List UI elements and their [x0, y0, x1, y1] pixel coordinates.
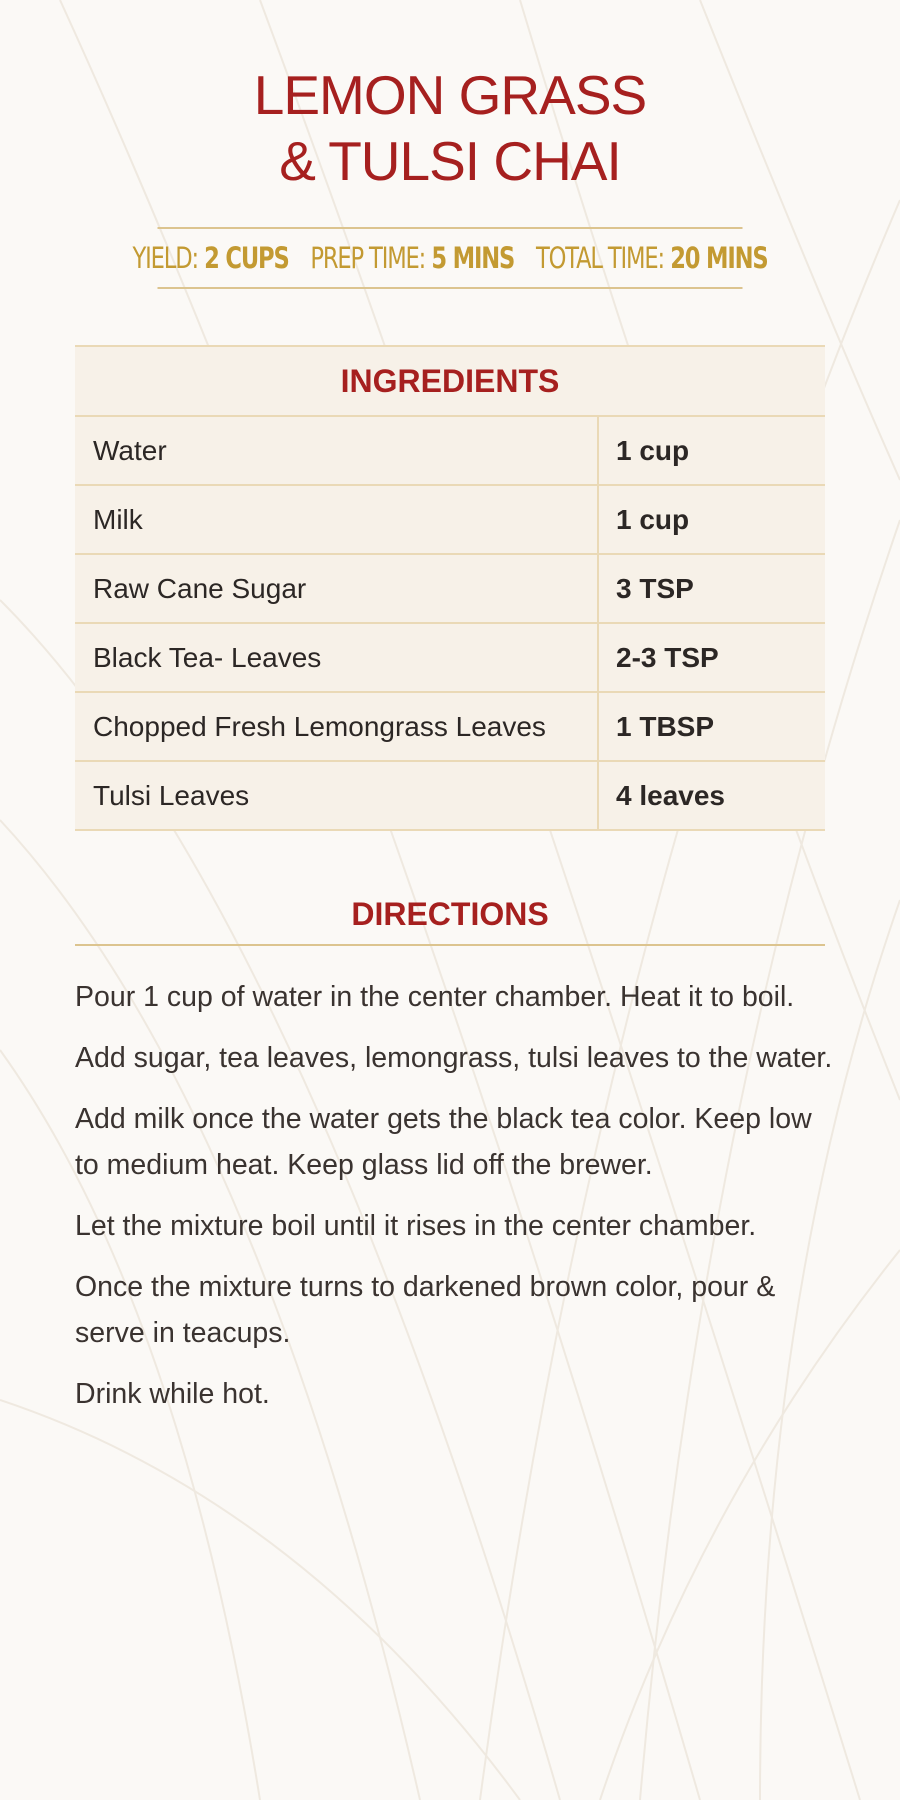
ingredients-table — [75, 345, 825, 831]
table-row — [75, 693, 825, 762]
prep-time-label: PREP TIME: — [310, 241, 426, 275]
ingredients-heading: INGREDIENTS — [75, 347, 825, 417]
total-time-label: TOTAL TIME: — [535, 241, 664, 275]
recipe-meta-bar — [132, 227, 768, 289]
yield-value: 2 CUPS — [204, 241, 289, 275]
direction-step: Drink while hot. — [75, 1378, 270, 1410]
directions-heading: DIRECTIONS — [75, 886, 825, 946]
table-row — [75, 486, 825, 555]
ingredient-name: Chopped Fresh Lemongrass Leaves — [75, 693, 599, 760]
total-time-info — [536, 241, 768, 275]
ingredient-name: Black Tea- Leaves — [75, 624, 599, 691]
direction-step: Pour 1 cup of water in the center chamber. Heat it to boil. — [75, 981, 795, 1013]
ingredient-quantity: 4 leaves — [616, 779, 725, 811]
table-row — [75, 762, 825, 829]
ingredient-name: Milk — [75, 486, 599, 553]
table-row — [75, 624, 825, 693]
prep-time-info — [310, 241, 514, 275]
direction-step: Add sugar, tea leaves, lemongrass, tulsi leaves to the water. — [75, 1042, 833, 1074]
table-row — [75, 417, 825, 486]
ingredient-quantity: 3 TSP — [616, 572, 694, 604]
prep-time-value: 5 MINS — [431, 241, 515, 275]
ingredient-quantity: 1 cup — [616, 434, 690, 466]
direction-step: Add milk once the water gets the black tea color. Keep low to medium heat. Keep glass lid off the brewer. — [75, 1103, 812, 1181]
ingredient-quantity: 2-3 TSP — [616, 641, 719, 673]
direction-step: Once the mixture turns to darkened brown color, pour & serve in teacups. — [75, 1271, 776, 1349]
ingredient-name: Tulsi Leaves — [75, 762, 599, 829]
recipe-title-line-2: & TULSI CHAI — [279, 130, 621, 192]
ingredient-name: Raw Cane Sugar — [75, 555, 599, 622]
yield-info — [132, 241, 288, 275]
ingredient-quantity: 1 cup — [616, 503, 690, 535]
recipe-title-line-1: LEMON GRASS — [253, 64, 647, 126]
ingredient-quantity: 1 TBSP — [616, 710, 715, 742]
recipe-title — [0, 62, 900, 194]
yield-label: YIELD: — [132, 241, 198, 275]
direction-step: Let the mixture boil until it rises in the center chamber. — [75, 1210, 757, 1242]
directions-list — [75, 974, 835, 1432]
ingredient-name: Water — [75, 417, 599, 484]
total-time-value: 20 MINS — [670, 241, 768, 275]
table-row — [75, 555, 825, 624]
